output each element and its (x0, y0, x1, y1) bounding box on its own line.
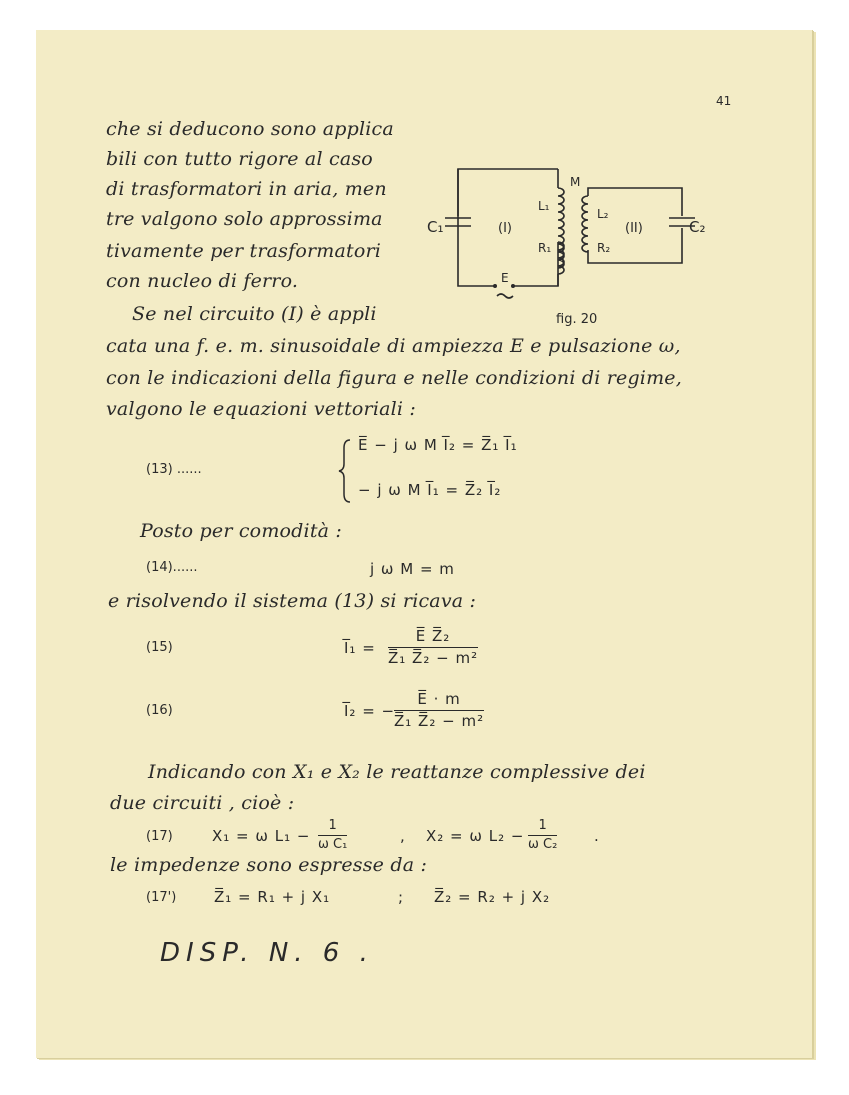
label-l2: L₂ (597, 207, 609, 221)
label-e: E (501, 271, 509, 285)
eq15-label: (15) (146, 640, 173, 655)
eq16-numerator: E̅ · m (394, 690, 484, 711)
circuit-diagram (425, 160, 715, 330)
eq17p-separator: ; (398, 888, 405, 906)
eq16-lhs: I̅₂ = − (344, 702, 396, 720)
eq17p-z1: Z̅₁ = R₁ + j X₁ (214, 888, 331, 906)
eq17-x1: X₁ = ω L₁ − (212, 827, 311, 845)
eq16-fraction (394, 690, 484, 730)
eq17p-label: (17') (146, 890, 177, 905)
label-l1: L₁ (538, 199, 550, 213)
text-line: Posto per comodità : (140, 520, 343, 542)
eq17-separator: , (400, 827, 406, 845)
eq17-x2-denominator: ω C₂ (528, 837, 558, 852)
text-line: Indicando con X₁ e X₂ le reattanze complessive dei (148, 761, 646, 783)
eq16-label: (16) (146, 703, 173, 718)
text-line: tre valgono solo approssima (106, 208, 383, 230)
eq17-label: (17) (146, 829, 173, 844)
label-m: M (570, 175, 581, 189)
system-brace (338, 438, 352, 504)
disp-stamp: DISP. N. 6 . (160, 938, 374, 968)
eq13-line2: − j ω M I̅₁ = Z̅₂ I̅₂ (358, 481, 502, 499)
eq17p-z2: Z̅₂ = R₂ + j X₂ (434, 888, 551, 906)
eq13-label: (13) ...... (146, 462, 202, 477)
label-r1: R₁ (538, 241, 552, 255)
eq15-numerator: E̅ Z̅₂ (388, 627, 478, 648)
figure-caption: fig. 20 (556, 312, 598, 327)
text-line: con nucleo di ferro. (106, 270, 299, 292)
label-c2: C₂ (689, 218, 706, 236)
label-loop1: (I) (498, 221, 512, 236)
page-number: 41 (716, 94, 732, 108)
label-r2: R₂ (597, 241, 611, 255)
label-loop2: (II) (625, 221, 643, 236)
text-line: con le indicazioni della figura e nelle condizioni di regime, (106, 367, 682, 389)
eq15-fraction (388, 627, 478, 667)
text-line: Se nel circuito (I) è appli (132, 303, 377, 325)
eq17-x1-fraction (318, 818, 347, 852)
eq17-end: . (594, 827, 600, 845)
text-line: le impedenze sono espresse da : (110, 854, 428, 876)
eq17-x2-fraction (528, 818, 557, 852)
eq16-denominator: Z̅₁ Z̅₂ − m² (394, 712, 485, 730)
text-line: bili con tutto rigore al caso (106, 148, 373, 170)
text-line: e risolvendo il sistema (13) si ricava : (108, 590, 477, 612)
text-line: tivamente per trasformatori (106, 240, 382, 262)
text-line: di trasformatori in aria, men (106, 178, 387, 200)
eq15-denominator: Z̅₁ Z̅₂ − m² (388, 649, 479, 667)
text-line: due circuiti , cioè : (110, 792, 295, 814)
label-c1: C₁ (427, 218, 444, 236)
eq15-lhs: I̅₁ = (344, 639, 376, 657)
eq17-x2: X₂ = ω L₂ − (426, 827, 525, 845)
eq14-label: (14)...... (146, 560, 198, 575)
eq17-x1-denominator: ω C₁ (318, 837, 348, 852)
text-line: che si deducono sono applica (106, 118, 394, 140)
eq14: j ω M = m (370, 560, 455, 578)
text-line: cata una f. e. m. sinusoidale di ampiezza E e pulsazione ω, (106, 335, 681, 357)
text-line: valgono le equazioni vettoriali : (106, 398, 417, 420)
eq17-x1-numerator: 1 (318, 818, 347, 836)
eq13-line1: E̅ − j ω M I̅₂ = Z̅₁ I̅₁ (358, 436, 518, 454)
eq17-x2-numerator: 1 (528, 818, 557, 836)
